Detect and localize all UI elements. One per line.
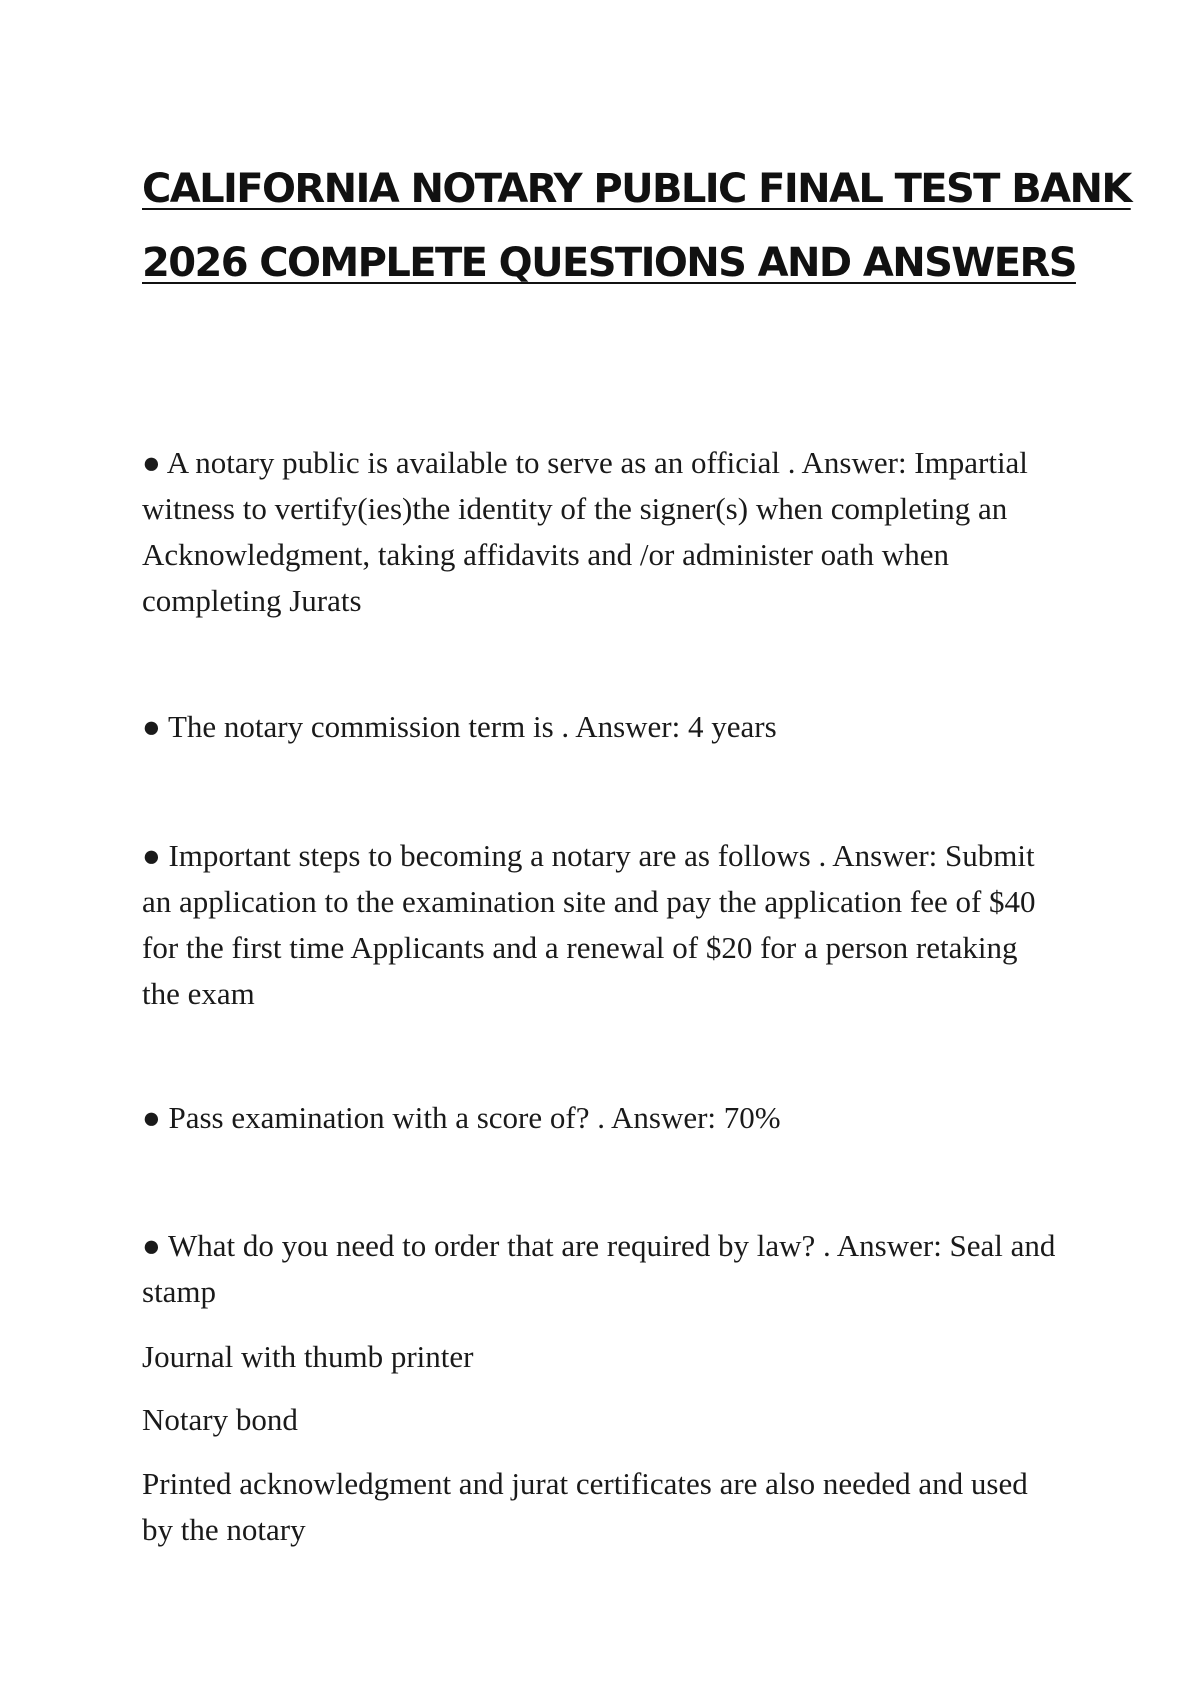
bullet-icon: ● <box>142 709 161 744</box>
title-line-2: 2026 COMPLETE QUESTIONS AND ANSWERS <box>142 240 1076 286</box>
continuation-line: Journal with thumb printer <box>142 1339 474 1374</box>
qa-item <box>142 833 1062 1017</box>
qa-item-text: A notary public is available to serve as an official . Answer: Impartial witness to vertify(ies)the identity of the signer(s) when completing an Acknowledgment, taking affidavits and /or administer oath when completing Jurats <box>142 445 1028 618</box>
bullet-icon: ● <box>142 445 161 480</box>
qa-item <box>142 704 1062 750</box>
qa-item-text: What do you need to order that are required by law? . Answer: Seal and stamp <box>142 1228 1056 1309</box>
title-line-1: CALIFORNIA NOTARY PUBLIC FINAL TEST BANK <box>142 166 1131 212</box>
document-title <box>142 152 1131 300</box>
qa-item-text: Important steps to becoming a notary are as follows . Answer: Submit an application to the examination site and pay the application fee of $40 for the first time Applicants and a renewal of $20 for a person retaking the exam <box>142 838 1036 1011</box>
bullet-icon: ● <box>142 1100 161 1135</box>
bullet-icon: ● <box>142 1228 161 1263</box>
bullet-icon: ● <box>142 838 161 873</box>
qa-item-text: The notary commission term is . Answer: 4 years <box>167 709 777 744</box>
qa-item-text: Pass examination with a score of? . Answer: 70% <box>168 1100 781 1135</box>
continuation-line: Notary bond <box>142 1402 298 1437</box>
qa-item <box>142 440 1062 624</box>
continuation-line: Printed acknowledgment and jurat certificates are also needed and used by the notary <box>142 1466 1028 1547</box>
qa-item <box>142 1095 1062 1141</box>
qa-item <box>142 1223 1062 1315</box>
